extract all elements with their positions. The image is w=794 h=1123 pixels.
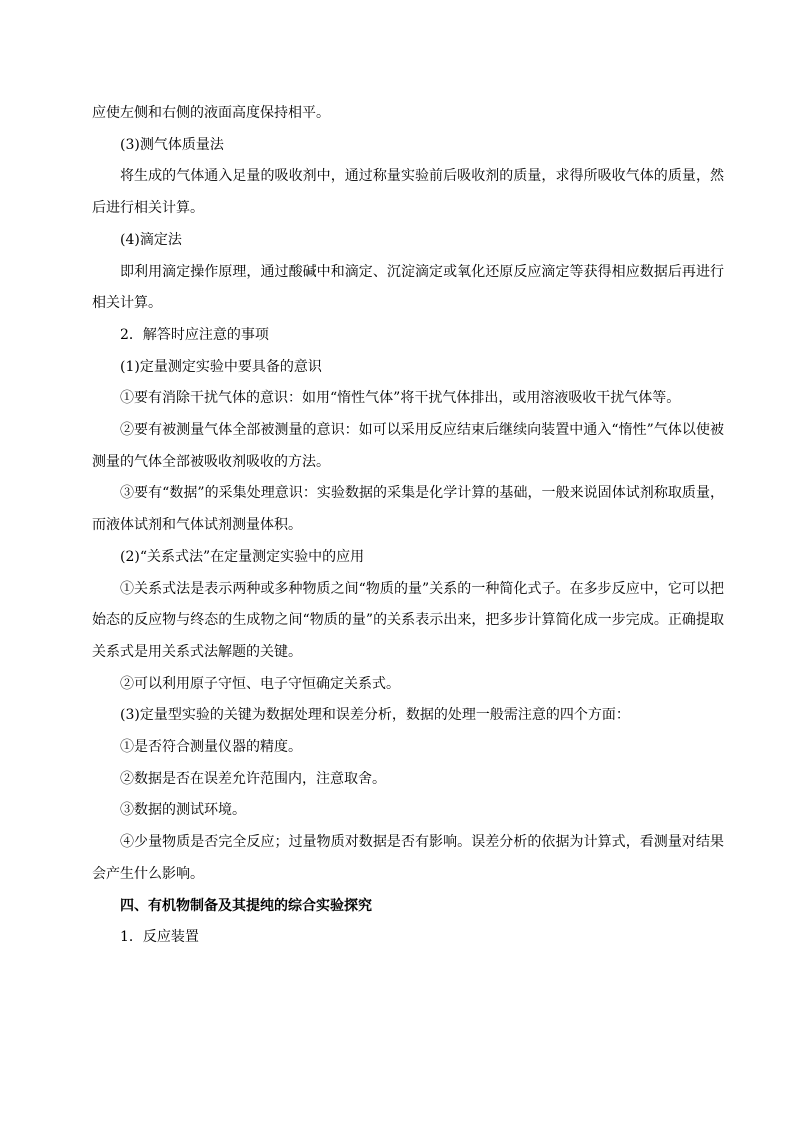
heading-notes: 2．解答时应注意的事项 (120, 326, 269, 343)
paragraph-titration-method: 即利用滴定操作原理，通过酸碱中和滴定、沉淀滴定或氧化还原反应滴定等获得相应数据后再进行相关计算。 (92, 263, 724, 312)
item-relation-1: ①关系式法是表示两种或多种物质之间“物质的量”关系的一种简化式子。在多步反应中，它可以把始态的反应物与终态的生成物之间“物质的量”的关系表示出来，把多步计算简化成一步完成。正确提取关系式是用关系式法解题的关键。 (92, 580, 724, 660)
item-data-3: ③数据的测试环境。 (120, 802, 246, 819)
subheading-data-processing: (3)定量型实验的关键为数据处理和误差分析，数据的处理一般需注意的四个方面： (120, 707, 630, 724)
section-heading-organic: 四、有机物制备及其提纯的综合实验探究 (120, 897, 372, 914)
item-relation-2: ②可以利用原子守恒、电子守恒确定关系式。 (120, 675, 400, 692)
paragraph-continuation: 应使左侧和右侧的液面高度保持相平。 (92, 105, 330, 121)
item-data-4: ④少量物质是否完全反应；过量物质对数据是否有影响。误差分析的依据为计算式，看测量对结果会产生什么影响。 (92, 834, 724, 882)
document-body (92, 98, 724, 954)
subheading-awareness: (1)定量测定实验中要具备的意识 (120, 358, 322, 375)
subheading-relation-method: (2)“关系式法”在定量测定实验中的应用 (120, 548, 365, 565)
item-awareness-3: ③要有“数据”的采集处理意识：实验数据的采集是化学计算的基础，一般来说固体试剂称取质量，而液体试剂和气体试剂测量体积。 (92, 485, 724, 534)
subheading-titration-method: (4)滴定法 (120, 231, 182, 248)
item-data-2: ②数据是否在误差允许范围内，注意取舍。 (120, 770, 386, 787)
paragraph-gas-mass-method: 将生成的气体通入足量的吸收剂中，通过称量实验前后吸收剂的质量，求得所吸收气体的质量，然后进行相关计算。 (92, 168, 724, 217)
heading-reaction-apparatus: 1．反应装置 (120, 929, 199, 946)
item-awareness-2: ②要有被测量气体全部被测量的意识：如可以采用反应结束后继续向装置中通入“惰性”气体以使被测量的气体全部被吸收剂吸收的方法。 (92, 422, 724, 470)
item-awareness-1: ①要有消除干扰气体的意识：如用“惰性气体”将干扰气体排出，或用溶液吸收干扰气体等。 (120, 390, 681, 407)
subheading-gas-mass-method: (3)测气体质量法 (120, 136, 224, 153)
item-data-1: ①是否符合测量仪器的精度。 (120, 739, 302, 756)
